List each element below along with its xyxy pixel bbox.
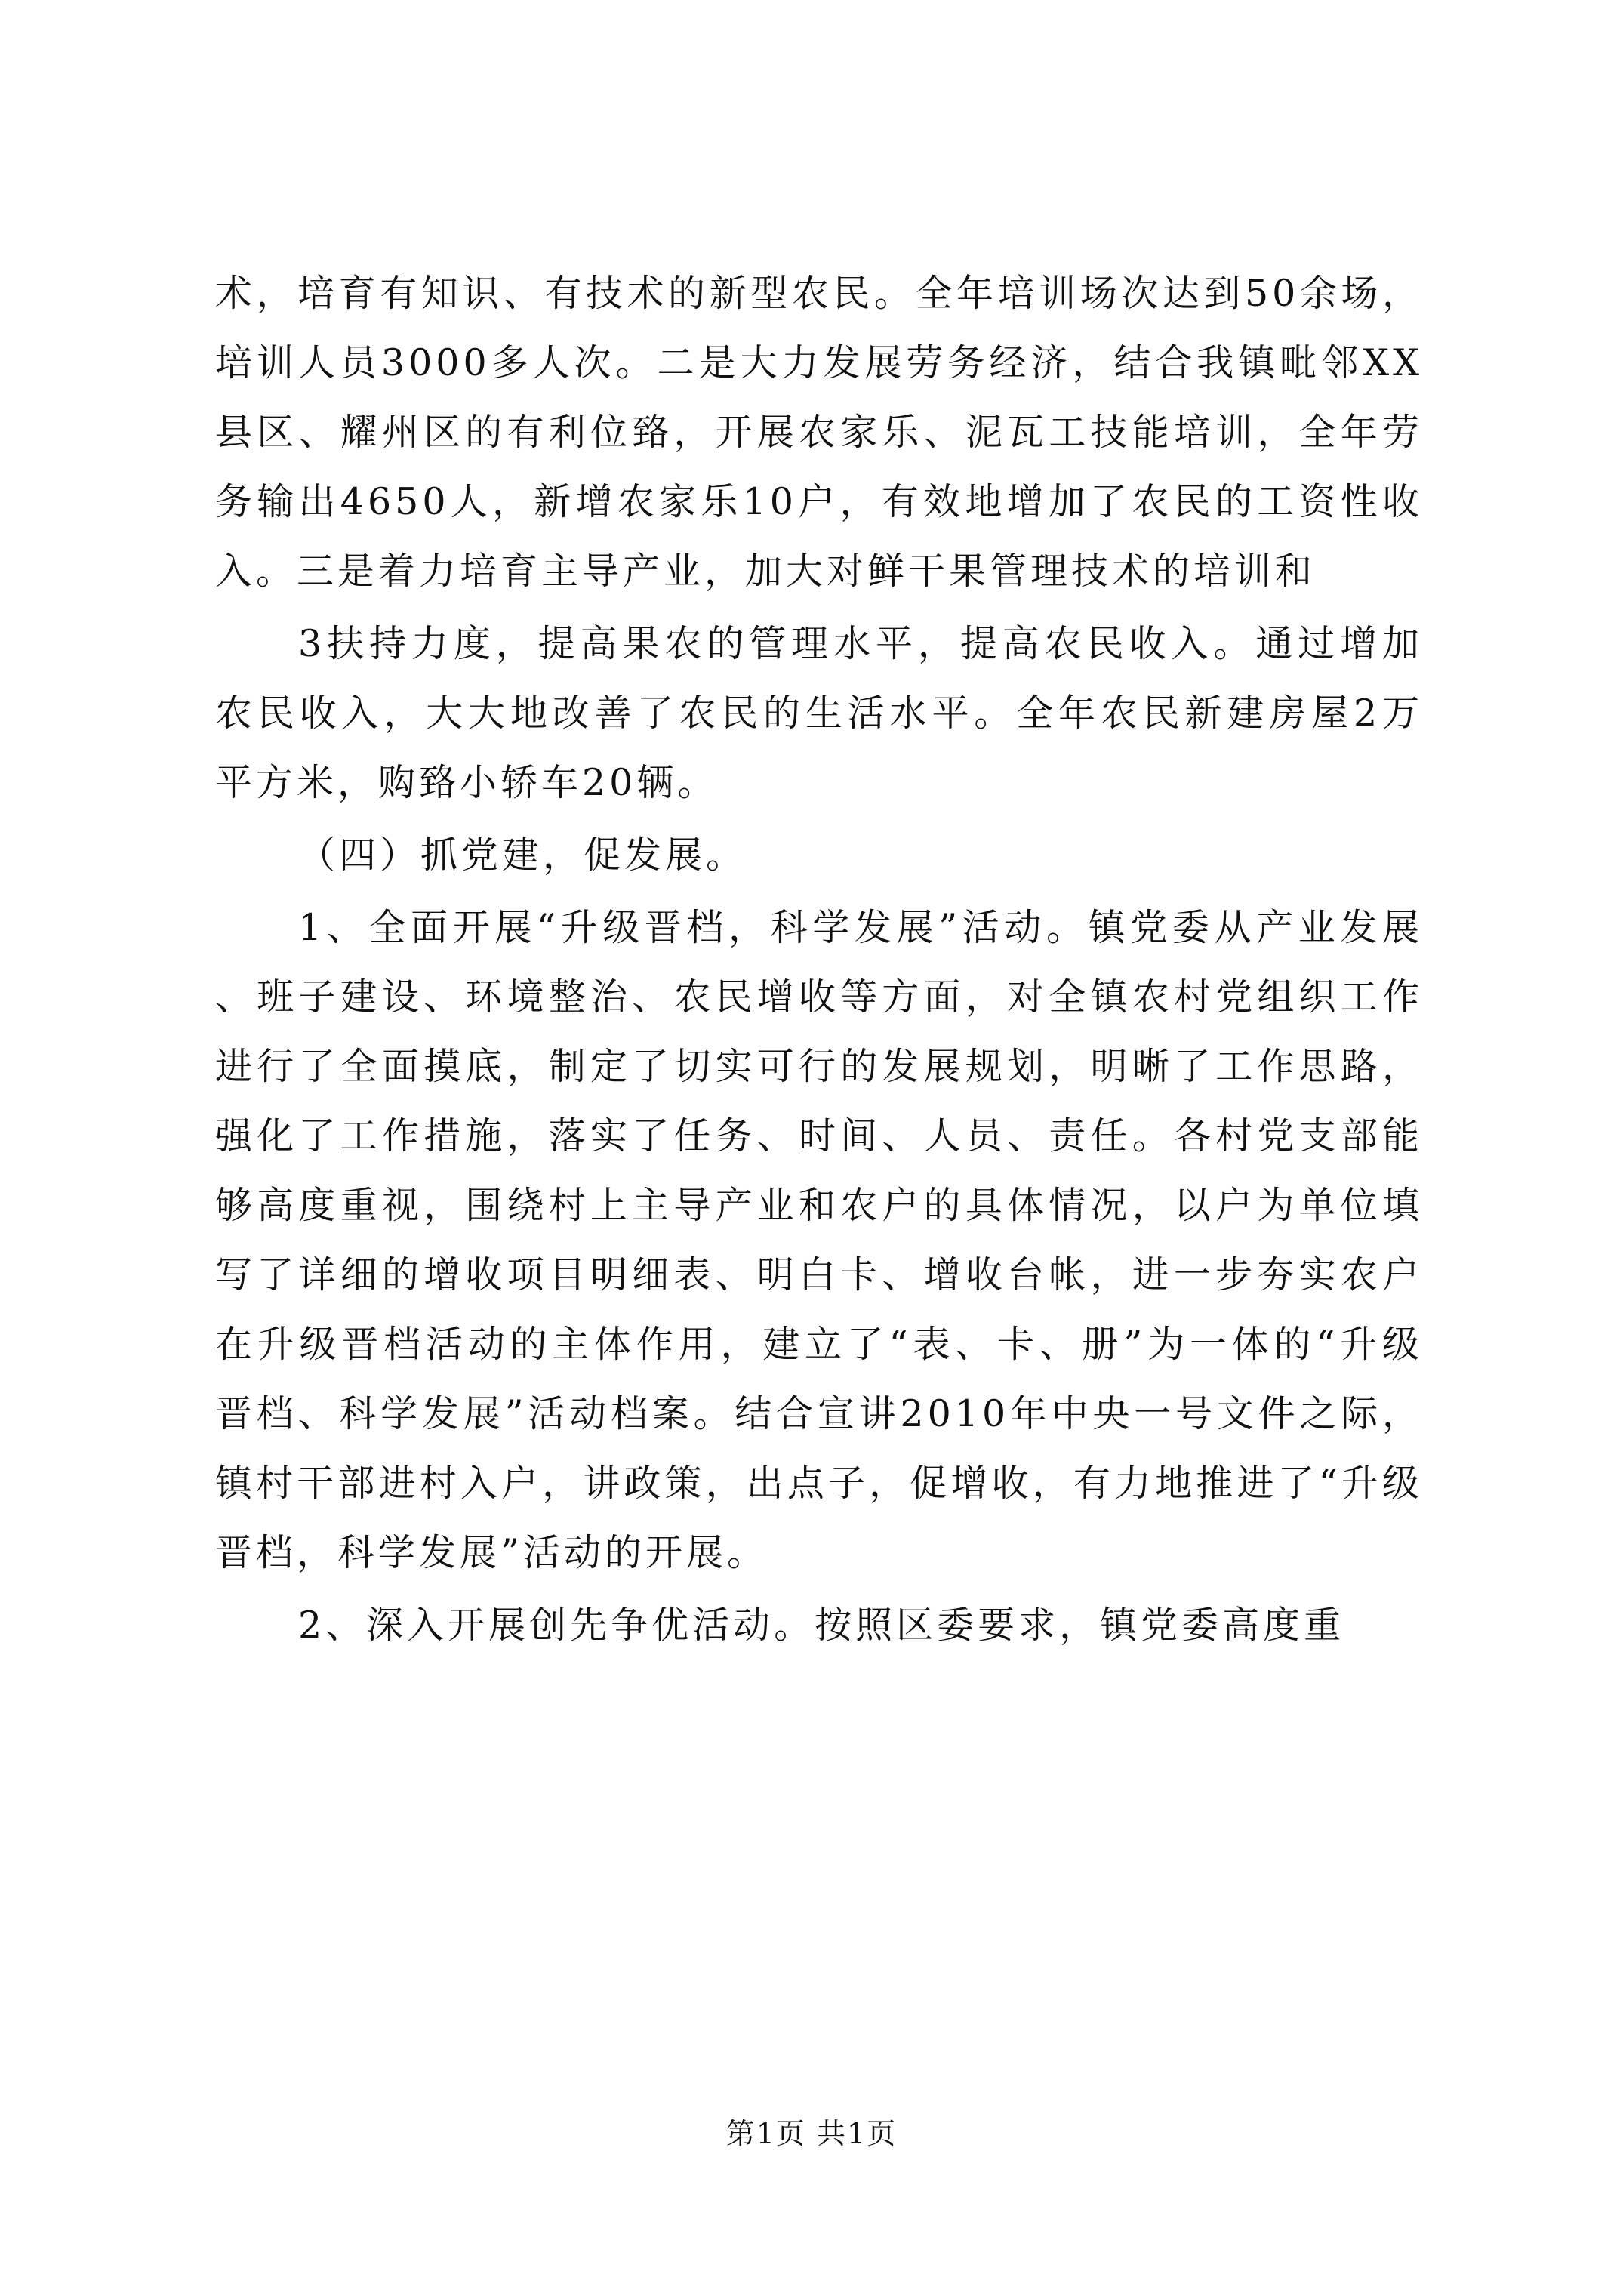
paragraph-support-income: 3扶持力度，提高果农的管理水平，提高农民收入。通过增加农民收入，大大地改善了农民的生活水平。全年农民新建房屋2万平方米，购臵小轿车20辆。 xyxy=(215,622,1423,804)
page-footer: 第1页 共1页 xyxy=(725,2117,898,2150)
paragraph-item-1: 1、全面开展“升级晋档，科学发展”活动。镇党委从产业发展、班子建设、环境整治、农民增收等方面，对全镇农村党组织工作进行了全面摸底，制定了切实可行的发展规划，明晰了工作思路，强化了工作措施，落实了任务、时间、人员、责任。各村党支部能够高度重视，围绕村上主导产业和农户的具体情况，以户为单位填写了详细的增收项目明细表、明白卡、增收台帐，进一步夯实农户在升级晋档活动的主体作用，建立了“表、卡、册”为一体的“升级晋档、科学发展”活动档案。结合宣讲2010年中央一号文件之际，镇村干部进村入户，讲政策，出点子，促增收，有力地推进了“升级晋档，科学发展”活动的开展。 xyxy=(215,906,1423,1574)
document-body xyxy=(215,259,1423,1660)
paragraph-continuation: 术，培育有知识、有技术的新型农民。全年培训场次达到50余场，培训人员3000多人次。二是大力发展劳务经济，结合我镇毗邻XX县区、耀州区的有利位臵，开展农家乐、泥瓦工技能培训，全年劳务输出4650人，新增农家乐10户，有效地增加了农民的工资性收入。三是着力培育主导产业，加大对鲜干果管理技术的培训和 xyxy=(215,272,1423,593)
paragraph-item-2: 2、深入开展创先争优活动。按照区委要求，镇党委高度重 xyxy=(298,1604,1345,1647)
section-heading: （四）抓党建，促发展。 xyxy=(298,834,747,877)
